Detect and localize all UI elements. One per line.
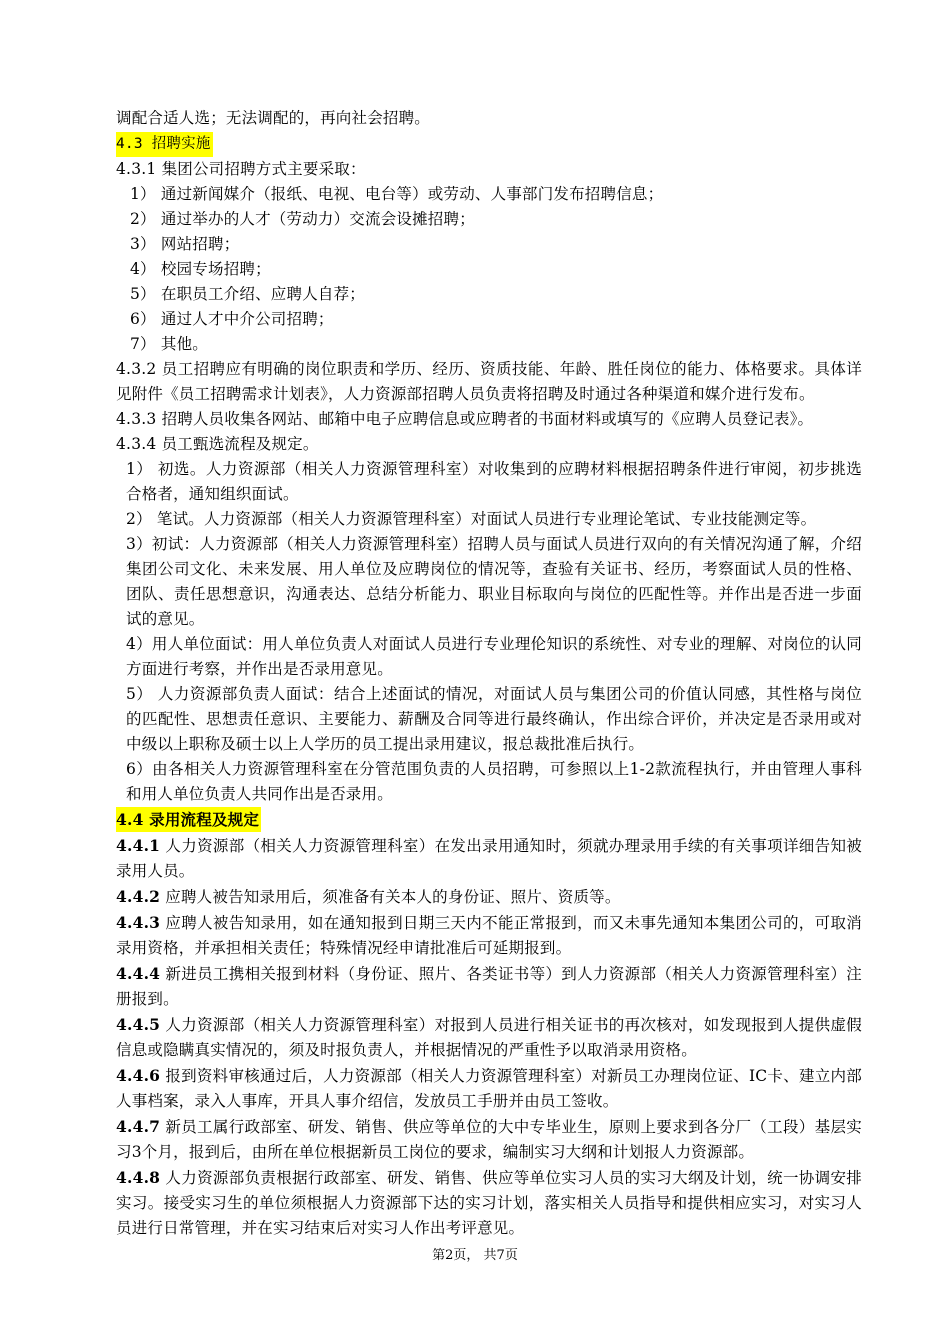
paragraph-4-3-1: 4.3.1 集团公司招聘方式主要采取： [116,160,366,178]
selection-step: 2） 笔试。人力资源部（相关人力资源管理科室）对面试人员进行专业理论笔试、专业技能测定等。 [126,510,817,528]
list-item: 3） 网站招聘； [130,235,240,253]
clause-text: 新进员工携相关报到材料（身份证、照片、各类证书等）到人力资源部（相关人力资源管理科室）注册报到。 [116,965,862,1008]
selection-step: 6）由各相关人力资源管理科室在分管范围负责的人员招聘，可参照以上1-2款流程执行，并由管理人事科和用人单位负责人共同作出是否录用。 [126,760,862,803]
list-item: 7） 其他。 [130,335,208,353]
paragraph-4-4-7 [116,1114,862,1165]
list-item: 1） 通过新闻媒介（报纸、电视、电台等）或劳动、人事部门发布招聘信息； [130,185,664,203]
list-item: 6） 通过人才中介公司招聘； [130,310,334,328]
clause-text: 报到资料审核通过后，人力资源部（相关人力资源管理科室）对新员工办理岗位证、IC卡、建立内部人事档案，录入人事库，开具人事介绍信，发放员工手册并由员工签收。 [116,1067,862,1110]
clause-text: 应聘人被告知录用后，须准备有关本人的身份证、照片、资质等。 [160,888,621,906]
paragraph-4-4-5 [116,1012,862,1063]
paragraph-4-4-4 [116,961,862,1012]
paragraph-4-4-8 [116,1165,862,1241]
list-item: 4） 校园专场招聘； [130,260,271,278]
paragraph-4-3-4: 4.3.4 员工甄选流程及规定。 [116,435,319,453]
clause-number: 4.4.4 [116,964,161,983]
paragraph-4-4-1 [116,833,862,884]
clause-text: 人力资源部（相关人力资源管理科室）对报到人员进行相关证书的再次核对，如发现报到人提供虚假信息或隐瞒真实情况的，须及时报负责人，并根据情况的严重性予以取消录用资格。 [116,1016,862,1059]
clause-text: 人力资源部（相关人力资源管理科室）在发出录用通知时，须就办理录用手续的有关事项详细告知被录用人员。 [116,837,862,880]
clause-number: 4.4.6 [116,1066,161,1085]
section-heading-4-3 [116,131,862,157]
selection-step: 4）用人单位面试：用人单位负责人对面试人员进行专业理伦知识的系统性、对专业的理解、对岗位的认同方面进行考察，并作出是否录用意见。 [126,635,862,678]
clause-number: 4.4.3 [116,913,161,932]
paragraph-4-4-6 [116,1063,862,1114]
clause-text: 应聘人被告知录用，如在通知报到日期三天内不能正常报到，而又未事先通知本集团公司的，可取消录用资格，并承担相关责任；特殊情况经申请批准后可延期报到。 [116,914,862,957]
paragraph-4-4-2 [116,884,862,910]
document-body [116,106,862,1241]
paragraph-4-3-2: 4.3.2 员工招聘应有明确的岗位职责和学历、经历、资质技能、年龄、胜任岗位的能力、体格要求。具体详见附件《员工招聘需求计划表》，人力资源部招聘人员负责将招聘及时通过各种渠道和媒介进行发布。 [116,360,862,403]
page-footer: 第2页， 共7页 [432,1248,518,1263]
clause-number: 4.4.5 [116,1015,161,1034]
clause-number: 4.4.2 [116,887,161,906]
selection-step: 5） 人力资源部负责人面试：结合上述面试的情况，对面试人员与集团公司的价值认同感，其性格与岗位的匹配性、思想责任意识、主要能力、薪酬及合同等进行最终确认，作出综合评价，并决定是否录用或对中级以上职称及硕士以上人学历的员工提出录用建议，报总裁批准后执行。 [126,685,862,753]
heading-highlight: 4.3 招聘实施 [116,132,213,157]
clause-number: 4.4.7 [116,1117,161,1136]
clause-text: 人力资源部负责根据行政部室、研发、销售、供应等单位实习人员的实习大纲及计划，统一协调安排实习。接受实习生的单位须根据人力资源部下达的实习计划，落实相关人员指导和提供相应实习，对实习人员进行日常管理，并在实习结束后对实习人作出考评意见。 [116,1169,862,1237]
selection-step: 1） 初选。人力资源部（相关人力资源管理科室）对收集到的应聘材料根据招聘条件进行审阅，初步挑选合格者，通知组织面试。 [126,460,862,503]
heading-highlight: 4.4 录用流程及规定 [116,807,261,832]
selection-step: 3）初试：人力资源部（相关人力资源管理科室）招聘人员与面试人员进行双向的有关情况沟通了解，介绍集团公司文化、未来发展、用人单位及应聘岗位的情况等，查验有关证书、经历，考察面试人员的性格、团队、责任思想意识，沟通表达、总结分析能力、职业目标取向与岗位的匹配性等。并作出是否进一步面试的意见。 [126,535,862,628]
clause-number: 4.4.8 [116,1168,161,1187]
clause-text: 新员工属行政部室、研发、销售、供应等单位的大中专毕业生，原则上要求到各分厂（工段）基层实习3个月，报到后，由所在单位根据新员工岗位的要求，编制实习大纲和计划报人力资源部。 [116,1118,862,1161]
list-item: 5） 在职员工介绍、应聘人自荐； [130,285,365,303]
clause-number: 4.4.1 [116,836,161,855]
list-item: 2） 通过举办的人才（劳动力）交流会设摊招聘； [130,210,475,228]
intro-line: 调配合适人选；无法调配的，再向社会招聘。 [116,109,431,127]
section-heading-4-4 [116,807,862,833]
paragraph-4-3-3: 4.3.3 招聘人员收集各网站、邮箱中电子应聘信息或应聘者的书面材料或填写的《应聘人员登记表》。 [116,410,814,428]
paragraph-4-4-3 [116,910,862,961]
